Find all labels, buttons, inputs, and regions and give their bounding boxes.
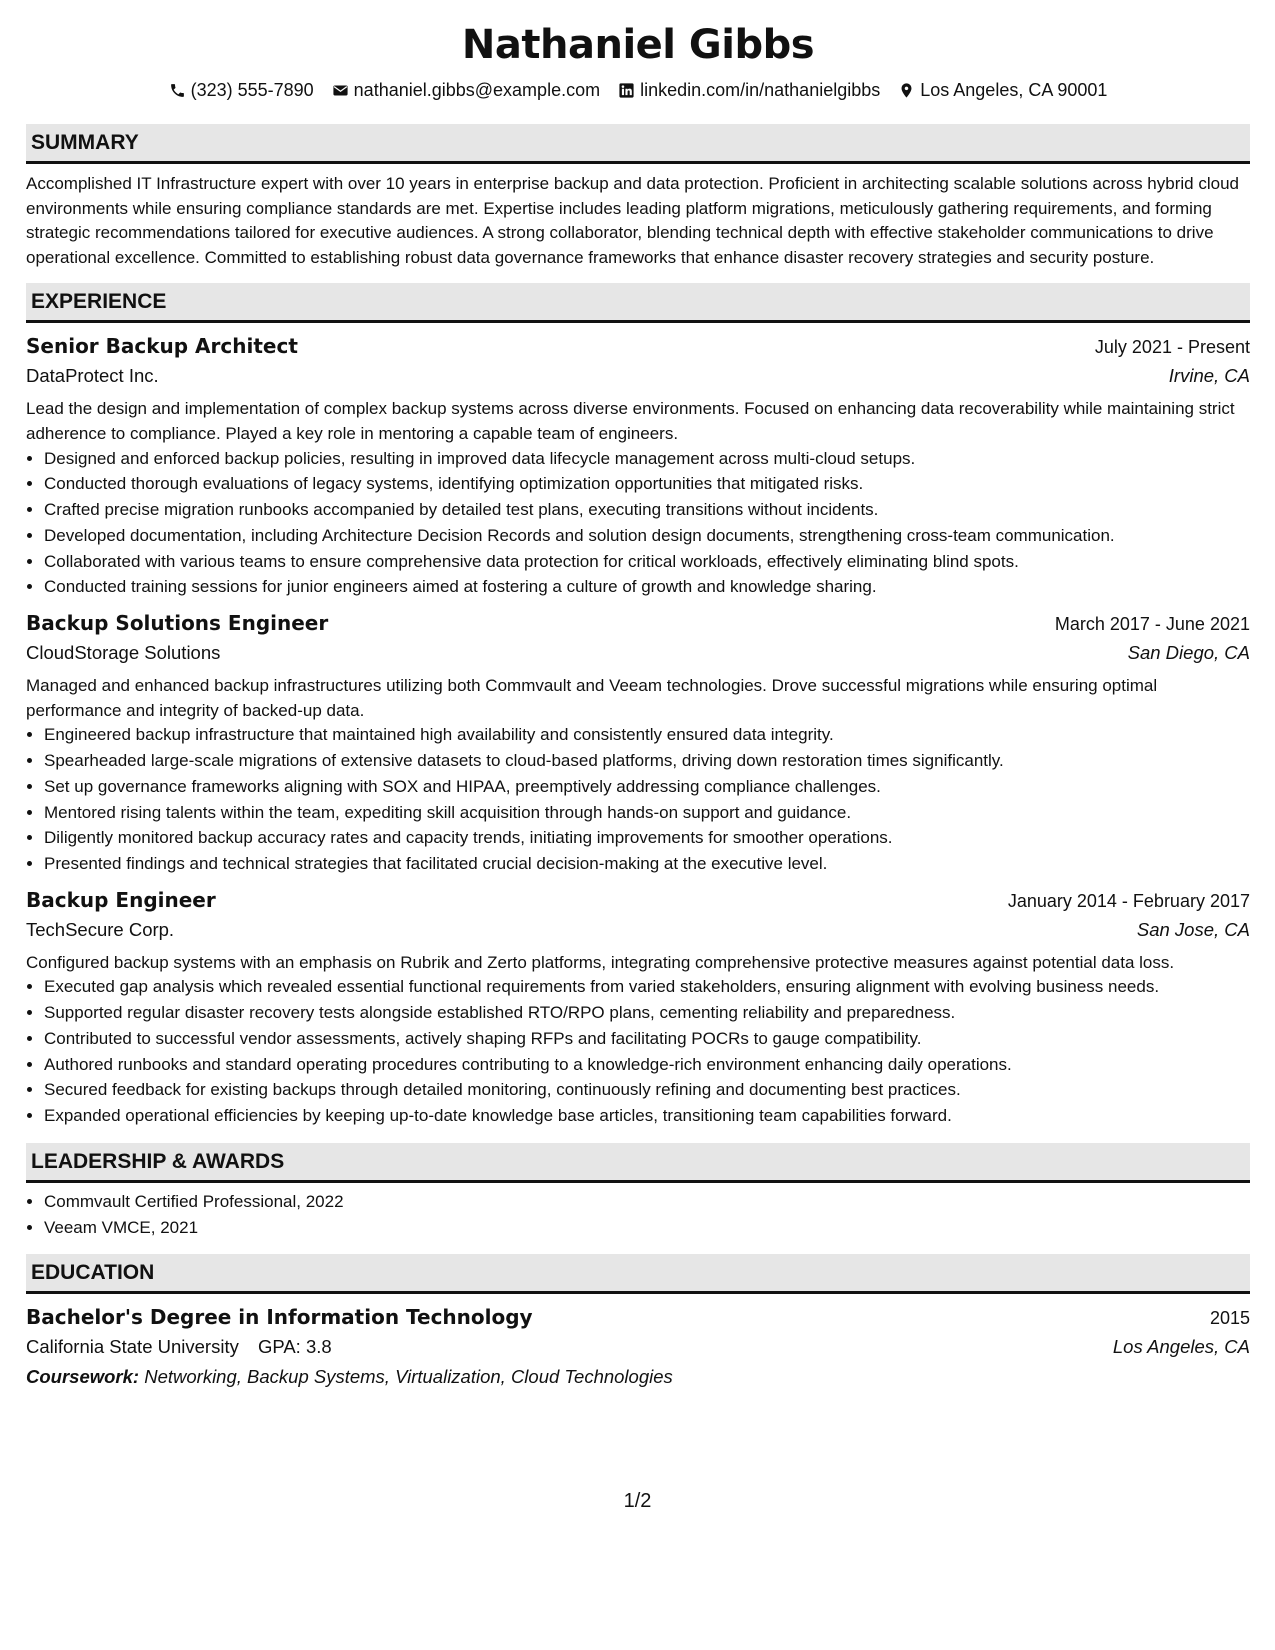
- linkedin-link[interactable]: linkedin.com/in/nathanielgibbs: [640, 79, 881, 100]
- job-company: CloudStorage Solutions: [26, 642, 221, 664]
- summary-text: Accomplished IT Infrastructure expert with over 10 years in enterprise backup and data protection. Proficient in architecting scalable solutions across hybrid cloud environments while ensuring compliance standards are met. Expertise includes leading platform migrations, meticulously gathering requirements, and forming strategic recommendations tailored for executive audiences. A strong collaborator, blending technical depth with effective stakeholder communications to drive operational excellence. Committed to establishing robust data governance frameworks that enhance disaster recovery strategies and security posture.: [26, 174, 1239, 267]
- experience-heading: EXPERIENCE: [26, 283, 1250, 323]
- degree-title: Bachelor's Degree in Information Technology: [26, 1305, 533, 1330]
- contact-linkedin[interactable]: [618, 80, 880, 101]
- job-title: Senior Backup Architect: [26, 334, 298, 359]
- job-bullet: • Presented findings and technical strategies that facilitated crucial decision-making at the executive level.: [44, 852, 1250, 877]
- job-dates: March 2017 - June 2021: [1054, 614, 1250, 635]
- job-company: DataProtect Inc.: [26, 365, 159, 387]
- award-item: • Veeam VMCE, 2021: [44, 1216, 1250, 1241]
- summary-heading: SUMMARY: [26, 124, 1250, 164]
- job-bullet: • Contributed to successful vendor assessments, actively shaping RFPs and facilitating POCRs to gauge compatibility.: [44, 1027, 1250, 1052]
- contact-location: [898, 80, 1107, 101]
- job-description: Configured backup systems with an emphasis on Rubrik and Zerto platforms, integrating comprehensive protective measures against potential data loss.: [26, 952, 1175, 972]
- phone-icon: [169, 82, 186, 99]
- job-title: Backup Engineer: [26, 887, 216, 912]
- job-dates: January 2014 - February 2017: [1007, 890, 1250, 911]
- job-description: Managed and enhanced backup infrastructures utilizing both Commvault and Veeam technologies. Drove successful migrations while ensuring optimal performance and integrity of backed-up data.: [26, 676, 1158, 720]
- education-entry: [26, 1302, 1250, 1392]
- school-location: Los Angeles, CA: [1112, 1336, 1250, 1358]
- job-bullet: • Collaborated with various teams to ensure comprehensive data protection for critical workloads, effectively eliminating blind spots.: [44, 550, 1250, 575]
- location-text: Los Angeles, CA 90001: [920, 79, 1108, 100]
- contact-phone: [169, 80, 314, 101]
- job-bullets: [26, 975, 1250, 1129]
- job-bullet: • Conducted training sessions for junior engineers aimed at fostering a culture of growth and knowledge sharing.: [44, 575, 1250, 600]
- job-bullet: • Developed documentation, including Architecture Decision Records and solution design documents, strengthening cross-team communication.: [44, 524, 1250, 549]
- school-line: [26, 1332, 332, 1362]
- gpa: GPA: 3.8: [257, 1336, 332, 1358]
- linkedin-icon: [618, 82, 635, 99]
- map-marker-icon: [898, 82, 915, 99]
- page-number: 1/2: [623, 1490, 652, 1512]
- job-company: TechSecure Corp.: [26, 918, 175, 940]
- job-bullet: • Conducted thorough evaluations of legacy systems, identifying optimization opportunities that mitigated risks.: [44, 472, 1250, 497]
- job-bullets: [26, 723, 1250, 877]
- job-bullet: • Secured feedback for existing backups through detailed monitoring, continuously refining and documenting best practices.: [44, 1078, 1250, 1103]
- coursework-line: [26, 1362, 1250, 1392]
- job-title: Backup Solutions Engineer: [26, 611, 329, 636]
- job-bullet: • Diligently monitored backup accuracy rates and capacity trends, initiating improvements for smoother operations.: [44, 826, 1250, 851]
- job-entry: [26, 608, 1250, 877]
- job-bullet: • Supported regular disaster recovery tests alongside established RTO/RPO plans, cementing reliability and preparedness.: [44, 1001, 1250, 1026]
- job-bullet: • Authored runbooks and standard operating procedures contributing to a knowledge-rich environment enhancing daily operations.: [44, 1053, 1250, 1078]
- graduation-year: 2015: [1209, 1308, 1250, 1329]
- resume-page: [26, 18, 1250, 1392]
- contact-email[interactable]: [332, 80, 600, 101]
- candidate-name: Nathaniel Gibbs: [461, 22, 815, 68]
- job-location: San Diego, CA: [1127, 642, 1250, 664]
- job-entry: [26, 331, 1250, 600]
- school-name: California State University: [26, 1336, 239, 1358]
- job-bullet: • Expanded operational efficiencies by keeping up-to-date knowledge base articles, transitioning team capabilities forward.: [44, 1104, 1250, 1129]
- awards-heading: LEADERSHIP & AWARDS: [26, 1143, 1250, 1183]
- job-bullet: • Engineered backup infrastructure that maintained high availability and consistently ensured data integrity.: [44, 723, 1250, 748]
- job-bullet: • Executed gap analysis which revealed essential functional requirements from varied stakeholders, ensuring alignment with evolving business needs.: [44, 975, 1250, 1000]
- coursework-label: Coursework:: [26, 1366, 140, 1388]
- coursework-list: Networking, Backup Systems, Virtualization, Cloud Technologies: [144, 1366, 673, 1388]
- job-entry: [26, 885, 1250, 1129]
- job-description: Lead the design and implementation of complex backup systems across diverse environments. Focused on enhancing data recoverability while maintaining strict adherence to compliance. Played a key role in mentoring a capable team of engineers.: [26, 399, 1235, 443]
- job-location: Irvine, CA: [1168, 365, 1250, 387]
- job-bullet: • Designed and enforced backup policies, resulting in improved data lifecycle management across multi-cloud setups.: [44, 447, 1250, 472]
- envelope-icon: [332, 82, 349, 99]
- job-bullet: • Mentored rising talents within the team, expediting skill acquisition through hands-on support and guidance.: [44, 801, 1250, 826]
- education-heading: EDUCATION: [26, 1254, 1250, 1294]
- phone-text: (323) 555-7890: [190, 79, 314, 100]
- job-bullet: • Set up governance frameworks aligning with SOX and HIPAA, preemptively addressing compliance challenges.: [44, 775, 1250, 800]
- contact-bar: [26, 76, 1250, 104]
- award-item: • Commvault Certified Professional, 2022: [44, 1190, 1250, 1215]
- job-bullets: [26, 447, 1250, 601]
- job-bullet: • Spearheaded large-scale migrations of extensive datasets to cloud-based platforms, driving down restoration times significantly.: [44, 749, 1250, 774]
- job-dates: July 2021 - Present: [1094, 337, 1250, 358]
- job-location: San Jose, CA: [1136, 918, 1250, 940]
- email-link[interactable]: nathaniel.gibbs@example.com: [353, 79, 601, 100]
- awards-list: [26, 1190, 1250, 1240]
- job-bullet: • Crafted precise migration runbooks accompanied by detailed test plans, executing transitions without incidents.: [44, 498, 1250, 523]
